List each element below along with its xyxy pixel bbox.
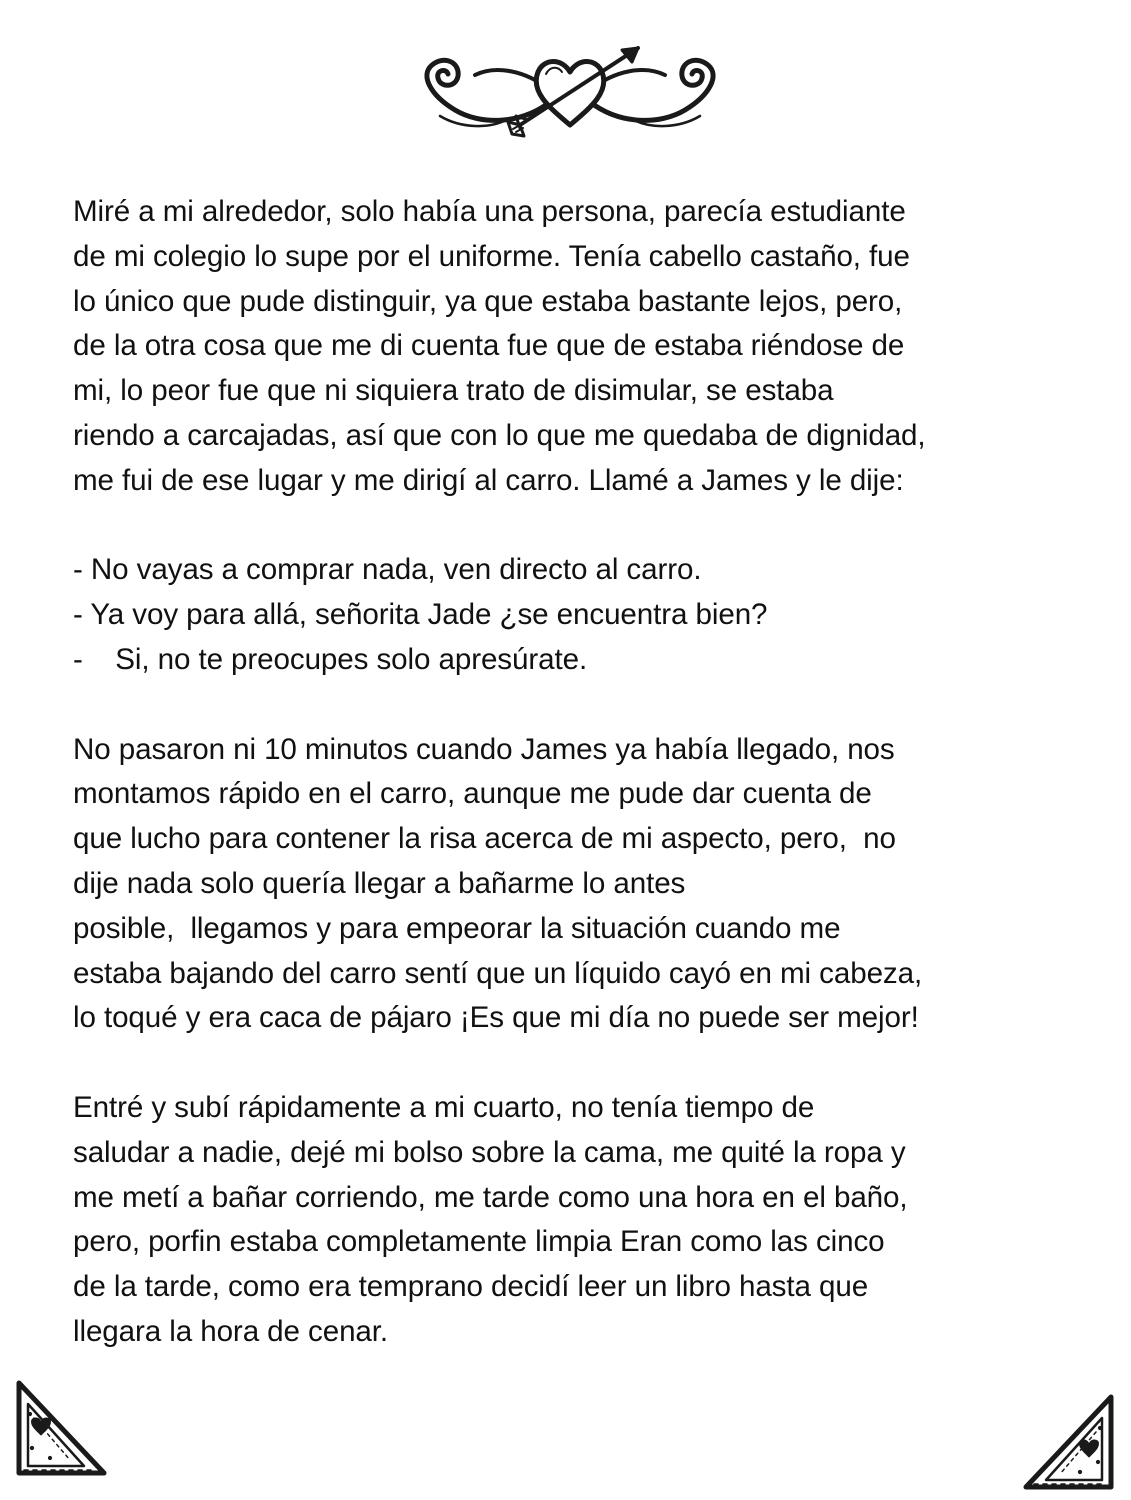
heart-arrow-flourish-icon	[400, 30, 730, 140]
text-line: Miré a mi alrededor, solo había una persona, parecía estudiante	[73, 195, 906, 228]
text-line: me metí a bañar corriendo, me tarde como una hora en el baño,	[73, 1180, 908, 1214]
dialogue-line: - Ya voy para allá, señorita Jade ¿se encuentra bien?	[73, 598, 768, 632]
triangle-heart-corner-icon	[1020, 1392, 1116, 1492]
text-line: estaba bajando del carro sentí que un líquido cayó en mi cabeza,	[73, 956, 923, 990]
dialogue	[73, 548, 1083, 682]
text-line: me fui de ese lugar y me dirigí al carro. Llamé a James y le dije:	[73, 463, 904, 497]
text-line: montamos rápido en el carro, aunque me pude dar cuenta de	[73, 777, 872, 811]
story-text	[73, 190, 1083, 1355]
text-line: dije nada solo quería llegar a bañarme lo antes	[73, 866, 686, 900]
dialogue-line: - Si, no te preocupes solo apresúrate.	[73, 642, 588, 676]
text-line: de la tarde, como era temprano decidí leer un libro hasta que	[73, 1270, 869, 1304]
text-line: saludar a nadie, dejé mi bolso sobre la cama, me quité la ropa y	[73, 1135, 906, 1169]
paragraph-gap	[73, 504, 1083, 549]
paragraph-gap	[73, 683, 1083, 728]
dialogue-line: - No vayas a comprar nada, ven directo al carro.	[73, 553, 702, 587]
text-line: lo único que pude distinguir, ya que estaba bastante lejos, pero,	[73, 284, 903, 318]
text-line: que lucho para contener la risa acerca de mi aspecto, pero, no	[73, 822, 896, 856]
triangle-heart-corner-icon	[14, 1378, 110, 1478]
text-line: llegara la hora de cenar.	[73, 1314, 389, 1348]
text-line: No pasaron ni 10 minutos cuando James ya había llegado, nos	[73, 732, 895, 766]
paragraph-3	[73, 728, 1083, 1042]
text-line: riendo a carcajadas, así que con lo que me quedaba de dignidad,	[73, 418, 926, 452]
text-line: de la otra cosa que me di cuenta fue que de estaba riéndose de	[73, 329, 905, 363]
text-line: mi, lo peor fue que ni siquiera trato de disimular, se estaba	[73, 374, 834, 408]
paragraph-1	[73, 190, 1083, 504]
paragraph-4	[73, 1086, 1083, 1355]
text-line: de mi colegio lo supe por el uniforme. Tenía cabello castaño, fue	[73, 239, 910, 273]
text-line: Entré y subí rápidamente a mi cuarto, no tenía tiempo de	[73, 1090, 815, 1124]
paragraph-gap	[73, 1041, 1083, 1086]
text-line: pero, porfin estaba completamente limpia Eran como las cinco	[73, 1225, 885, 1259]
text-line: lo toqué y era caca de pájaro ¡Es que mi día no puede ser mejor!	[73, 1001, 919, 1035]
text-line: posible, llegamos y para empeorar la situación cuando me	[73, 911, 841, 945]
